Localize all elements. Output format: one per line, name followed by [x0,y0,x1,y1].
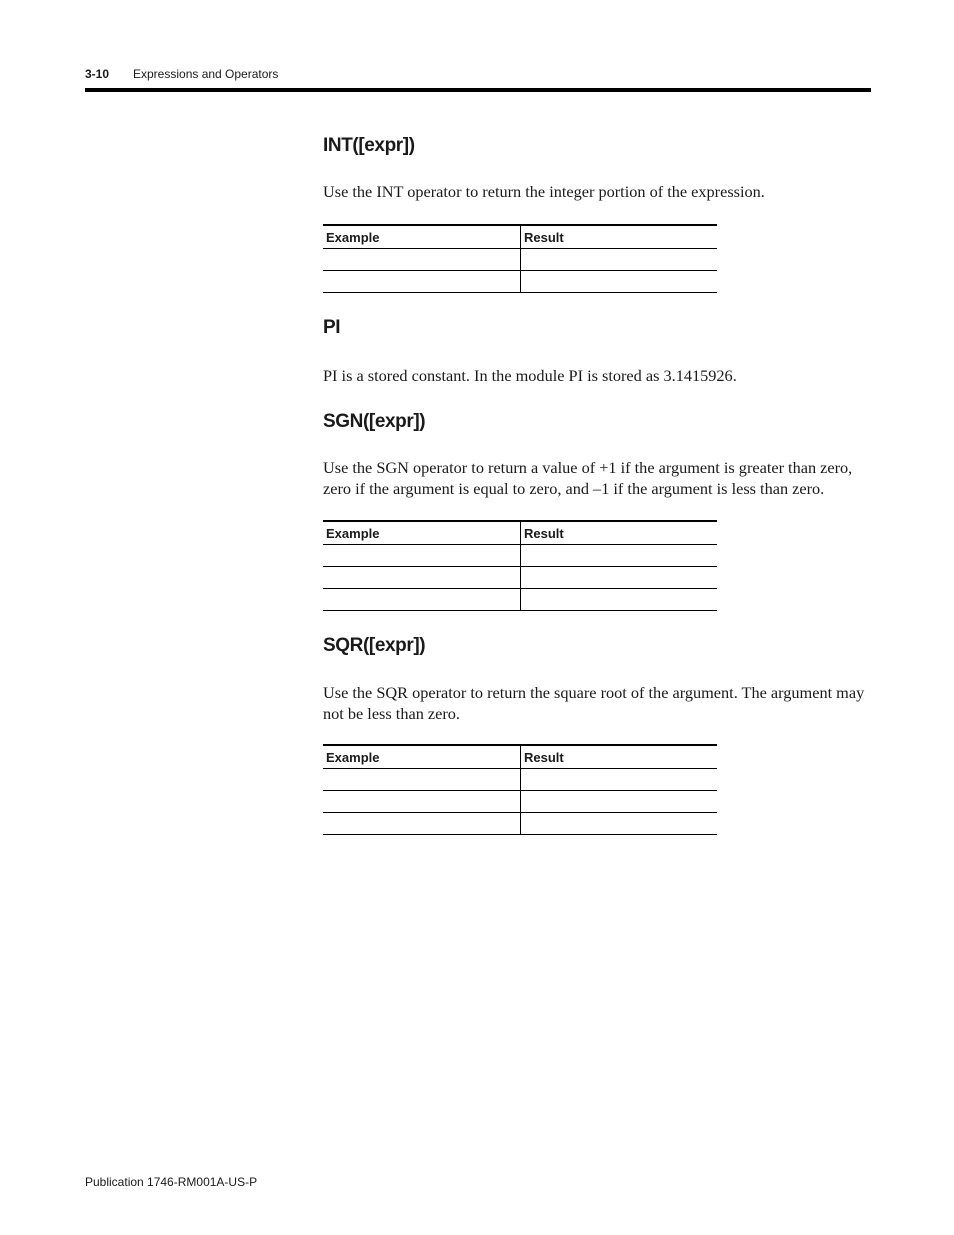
result-cell [521,791,718,813]
example-cell [323,567,521,589]
pi-heading: PI [323,317,341,338]
result-cell [521,249,718,271]
example-column-header: Example [323,745,521,769]
result-cell [521,813,718,835]
example-cell [323,791,521,813]
table-row [323,567,717,589]
sqr-description: Use the SQR operator to return the square root of the argument. The argument may not be less than zero. [323,683,865,723]
example-cell [323,249,521,271]
example-column-header: Example [323,521,521,545]
example-cell [323,545,521,567]
table-header-row [323,521,717,545]
table-row [323,813,717,835]
table-row [323,271,717,293]
pi-description: PI is a stored constant. In the module PI is stored as 3.1415926. [323,366,737,385]
example-cell [323,271,521,293]
result-cell [521,545,718,567]
section-title: Expressions and Operators [133,67,279,81]
table-row [323,545,717,567]
table-row [323,769,717,791]
result-column-header: Result [521,745,718,769]
result-column-header: Result [521,225,718,249]
table-header-row [323,225,717,249]
result-cell [521,589,718,611]
sqr-example-table [323,744,717,835]
sqr-heading: SQR([expr]) [323,635,426,656]
sgn-example-table [323,520,717,611]
example-cell [323,769,521,791]
page-header [85,67,871,93]
page-number: 3-10 [85,67,110,81]
table-row [323,249,717,271]
example-cell [323,589,521,611]
publication-footer: Publication 1746-RM001A-US-P [85,1175,258,1189]
table-row [323,589,717,611]
result-cell [521,567,718,589]
int-description: Use the INT operator to return the integer portion of the expression. [323,182,765,201]
result-cell [521,271,718,293]
sgn-heading: SGN([expr]) [323,411,426,432]
sgn-description: Use the SGN operator to return a value of +1 if the argument is greater than zero, zero if the argument is equal to zero, and –1 if the argument is less than zero. [323,458,853,498]
result-cell [521,769,718,791]
result-column-header: Result [521,521,718,545]
example-column-header: Example [323,225,521,249]
int-heading: INT([expr]) [323,135,415,156]
example-cell [323,813,521,835]
table-header-row [323,745,717,769]
header-rule [85,88,871,92]
int-example-table [323,224,717,293]
table-row [323,791,717,813]
